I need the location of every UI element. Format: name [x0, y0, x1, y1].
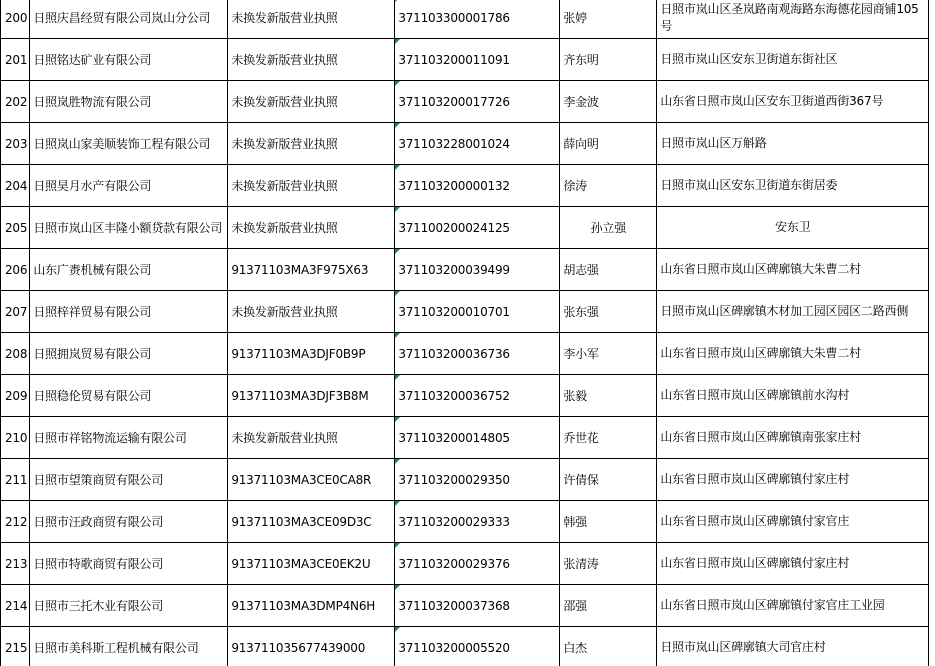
- cell-registration-number[interactable]: 371100200024125: [395, 207, 560, 249]
- cell-registration-number[interactable]: 371103200010701: [395, 291, 560, 333]
- cell-credit-code[interactable]: 未换发新版营业执照: [228, 291, 395, 333]
- table-row: [1, 39, 929, 81]
- table-row: [1, 0, 929, 39]
- cell-company-name[interactable]: 日照岚山家美顺装饰工程有限公司: [30, 123, 228, 165]
- cell-company-name[interactable]: 日照拥岚贸易有限公司: [30, 333, 228, 375]
- table-row: [1, 123, 929, 165]
- cell-address[interactable]: 日照市岚山区安东卫街道东街社区: [657, 39, 929, 81]
- cell-legal-person[interactable]: 齐东明: [560, 39, 657, 81]
- cell-company-name[interactable]: 日照梓祥贸易有限公司: [30, 291, 228, 333]
- cell-address[interactable]: 日照市岚山区圣岚路南观海路东海德花园商铺105号: [657, 0, 929, 39]
- cell-index[interactable]: 215: [1, 627, 30, 666]
- cell-address[interactable]: 日照市岚山区碑廓镇大司官庄村: [657, 627, 929, 666]
- cell-registration-number[interactable]: 371103200017726: [395, 81, 560, 123]
- cell-index[interactable]: 203: [1, 123, 30, 165]
- cell-registration-number[interactable]: 371103200029376: [395, 543, 560, 585]
- table-row: [1, 375, 929, 417]
- cell-address[interactable]: 山东省日照市岚山区碑廓镇付家官庄工业园: [657, 585, 929, 627]
- cell-legal-person[interactable]: 邵强: [560, 585, 657, 627]
- cell-legal-person[interactable]: 韩强: [560, 501, 657, 543]
- cell-index[interactable]: 208: [1, 333, 30, 375]
- cell-index[interactable]: 204: [1, 165, 30, 207]
- cell-legal-person[interactable]: 许倩保: [560, 459, 657, 501]
- cell-address[interactable]: 山东省日照市岚山区碑廓镇付家庄村: [657, 459, 929, 501]
- cell-company-name[interactable]: 日照稳伦贸易有限公司: [30, 375, 228, 417]
- table-row: [1, 249, 929, 291]
- cell-company-name[interactable]: 日照昊月水产有限公司: [30, 165, 228, 207]
- cell-company-name[interactable]: 日照市祥铭物流运输有限公司: [30, 417, 228, 459]
- cell-company-name[interactable]: 日照市望策商贸有限公司: [30, 459, 228, 501]
- cell-address[interactable]: 山东省日照市岚山区碑廓镇大朱曹二村: [657, 333, 929, 375]
- cell-address[interactable]: 山东省日照市岚山区碑廓镇付家官庄: [657, 501, 929, 543]
- cell-index[interactable]: 211: [1, 459, 30, 501]
- cell-index[interactable]: 200: [1, 0, 30, 39]
- cell-index[interactable]: 210: [1, 417, 30, 459]
- table-row: [1, 291, 929, 333]
- cell-company-name[interactable]: 日照庆昌经贸有限公司岚山分公司: [30, 0, 228, 39]
- table-row: [1, 81, 929, 123]
- cell-address[interactable]: 日照市岚山区安东卫街道东街居委: [657, 165, 929, 207]
- cell-legal-person[interactable]: 薛向明: [560, 123, 657, 165]
- cell-company-name[interactable]: 日照市岚山区丰隆小额贷款有限公司: [30, 207, 228, 249]
- cell-registration-number[interactable]: 371103200011091: [395, 39, 560, 81]
- cell-address[interactable]: 山东省日照市岚山区碑廓镇前水沟村: [657, 375, 929, 417]
- cell-legal-person[interactable]: 胡志强: [560, 249, 657, 291]
- cell-credit-code[interactable]: 91371103MA3DMP4N6H: [228, 585, 395, 627]
- cell-registration-number[interactable]: 371103200037368: [395, 585, 560, 627]
- cell-credit-code[interactable]: 913711035677439000: [228, 627, 395, 666]
- cell-address[interactable]: 日照市岚山区万斛路: [657, 123, 929, 165]
- cell-credit-code[interactable]: 91371103MA3DJF3B8M: [228, 375, 395, 417]
- cell-index[interactable]: 206: [1, 249, 30, 291]
- cell-company-name[interactable]: 日照市美科斯工程机械有限公司: [30, 627, 228, 666]
- cell-credit-code[interactable]: 91371103MA3CE0EK2U: [228, 543, 395, 585]
- cell-credit-code[interactable]: 未换发新版营业执照: [228, 123, 395, 165]
- table-row: [1, 165, 929, 207]
- cell-company-name[interactable]: 日照市三托木业有限公司: [30, 585, 228, 627]
- cell-company-name[interactable]: 日照市汪政商贸有限公司: [30, 501, 228, 543]
- cell-index[interactable]: 201: [1, 39, 30, 81]
- cell-address[interactable]: 山东省日照市岚山区安东卫街道西街367号: [657, 81, 929, 123]
- cell-credit-code[interactable]: 91371103MA3F975X63: [228, 249, 395, 291]
- cell-credit-code[interactable]: 未换发新版营业执照: [228, 81, 395, 123]
- cell-legal-person[interactable]: 张毅: [560, 375, 657, 417]
- cell-credit-code[interactable]: 91371103MA3CE09D3C: [228, 501, 395, 543]
- cell-index[interactable]: 213: [1, 543, 30, 585]
- cell-index[interactable]: 212: [1, 501, 30, 543]
- table-row: [1, 501, 929, 543]
- cell-index[interactable]: 202: [1, 81, 30, 123]
- cell-credit-code[interactable]: 未换发新版营业执照: [228, 207, 395, 249]
- cell-registration-number[interactable]: 371103200029350: [395, 459, 560, 501]
- cell-registration-number[interactable]: 371103200000132: [395, 165, 560, 207]
- table-row: [1, 627, 929, 666]
- cell-address[interactable]: 山东省日照市岚山区碑廓镇南张家庄村: [657, 417, 929, 459]
- table-row: [1, 207, 929, 249]
- cell-credit-code[interactable]: 未换发新版营业执照: [228, 165, 395, 207]
- cell-legal-person[interactable]: 张东强: [560, 291, 657, 333]
- table-row: [1, 543, 929, 585]
- table-row: [1, 333, 929, 375]
- cell-legal-person[interactable]: 李小军: [560, 333, 657, 375]
- cell-credit-code[interactable]: 91371103MA3CE0CA8R: [228, 459, 395, 501]
- cell-legal-person[interactable]: 孙立强: [560, 207, 657, 249]
- cell-company-name[interactable]: 日照市特歌商贸有限公司: [30, 543, 228, 585]
- table-row: [1, 417, 929, 459]
- cell-legal-person[interactable]: 张婷: [560, 0, 657, 39]
- cell-index[interactable]: 209: [1, 375, 30, 417]
- cell-legal-person[interactable]: 徐涛: [560, 165, 657, 207]
- table-row: [1, 585, 929, 627]
- cell-company-name[interactable]: 日照铭达矿业有限公司: [30, 39, 228, 81]
- cell-registration-number[interactable]: 371103228001024: [395, 123, 560, 165]
- cell-legal-person[interactable]: 白杰: [560, 627, 657, 666]
- cell-index[interactable]: 207: [1, 291, 30, 333]
- cell-address[interactable]: 山东省日照市岚山区碑廓镇大朱曹二村: [657, 249, 929, 291]
- cell-company-name[interactable]: 山东广赉机械有限公司: [30, 249, 228, 291]
- cell-credit-code[interactable]: 未换发新版营业执照: [228, 417, 395, 459]
- cell-address[interactable]: 日照市岚山区碑廓镇木材加工园区园区二路西侧: [657, 291, 929, 333]
- cell-address[interactable]: 山东省日照市岚山区碑廓镇付家庄村: [657, 543, 929, 585]
- cell-registration-number[interactable]: 371103200005520: [395, 627, 560, 666]
- cell-company-name[interactable]: 日照岚胜物流有限公司: [30, 81, 228, 123]
- table-body: [1, 0, 929, 666]
- cell-registration-number[interactable]: 371103200039499: [395, 249, 560, 291]
- cell-credit-code[interactable]: 未换发新版营业执照: [228, 39, 395, 81]
- cell-index[interactable]: 214: [1, 585, 30, 627]
- cell-address[interactable]: 安东卫: [657, 207, 929, 249]
- table-row: [1, 459, 929, 501]
- cell-registration-number[interactable]: 371103200036736: [395, 333, 560, 375]
- cell-legal-person[interactable]: 张清涛: [560, 543, 657, 585]
- cell-credit-code[interactable]: 未换发新版营业执照: [228, 0, 395, 39]
- cell-registration-number[interactable]: 371103300001786: [395, 0, 560, 39]
- cell-index[interactable]: 205: [1, 207, 30, 249]
- cell-legal-person[interactable]: 李金波: [560, 81, 657, 123]
- cell-registration-number[interactable]: 371103200029333: [395, 501, 560, 543]
- cell-credit-code[interactable]: 91371103MA3DJF0B9P: [228, 333, 395, 375]
- cell-legal-person[interactable]: 乔世花: [560, 417, 657, 459]
- cell-registration-number[interactable]: 371103200014805: [395, 417, 560, 459]
- cell-registration-number[interactable]: 371103200036752: [395, 375, 560, 417]
